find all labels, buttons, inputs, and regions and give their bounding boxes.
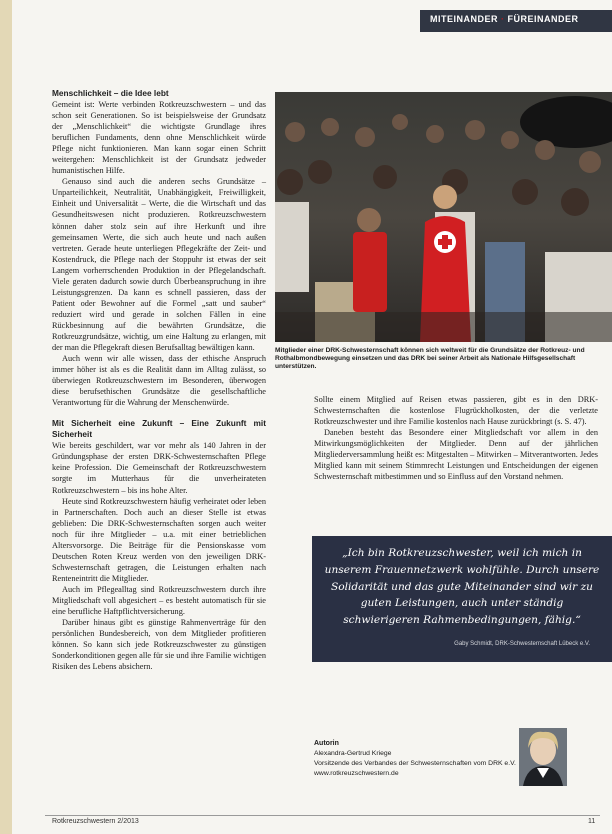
- paragraph: Auch im Pflegealltag sind Rotkreuzschwestern durch ihre Mitgliedschaft voll abgesichert – es besteht automatisch für sie eine berufliche Haftpflichtversicherung.: [52, 584, 266, 617]
- section-header-a: MITEINANDER: [430, 14, 498, 24]
- footer-rule: [45, 815, 600, 816]
- section-header-b: FÜREINANDER: [507, 14, 579, 24]
- author-website[interactable]: www.rotkreuzschwestern.de: [314, 770, 399, 777]
- section-title-humanity: Menschlichkeit – die Idee lebt: [52, 88, 169, 98]
- paragraph: Gemeint ist: Werte verbinden Rotkreuzschwestern – und das schon seit Generationen. So ist beispielsweise der Grundsatz der „Menschlichkeit“ die wichtigste Grundlage ihres beruflichen Fundaments, denn ohne Menschlichkeit würde Pflege nicht funktionieren. Man kann sogar einen Schritt weitergehen: Menschlichkeit ist der Grundsatz jedweder humanistischen Hilfe.: [52, 100, 266, 176]
- paragraph: Wie bereits geschildert, war vor mehr als 140 Jahren in der Gründungsphase der ersten DRK-Schwesternschaften Pflege keine Profession. Die Gemeinschaft der Rotkreuzschwestern sorgte im Mutterhaus für die unverheirateten Rotkreuzschwestern – bis ins hohe Alter.: [52, 441, 266, 495]
- quote-source: Gaby Schmidt, DRK-Schwesternschaft Lübeck e.V.: [454, 641, 590, 647]
- footer-publication: Rotkreuzschwestern 2/2013: [52, 818, 139, 825]
- crowd-photo: [275, 92, 612, 342]
- author-role: Vorsitzende des Verbandes der Schwesternschaften vom DRK e.V.: [314, 760, 516, 767]
- paragraph: Darüber hinaus gibt es günstige Rahmenverträge für den persönlichen Bundesbereich, von dem Mitglieder profitieren können. So kann sich jede Rotkreuzschwester zu günstigen Sonderkonditionen gegen alle für sie und ihre Familie wichtigen Risiken des Lebens absichern.: [52, 618, 266, 672]
- left-column: [52, 88, 266, 672]
- section-header: [430, 14, 579, 24]
- paragraph: Sollte einem Mitglied auf Reisen etwas passieren, gibt es in den DRK-Schwesternschaften die kostenlose Flugrückholkosten, der die verletzte Rotkreuzschwester und ihre Familie kostenlos nach Hause zurückbringt (s. S. 47).: [314, 395, 598, 427]
- photo-caption: Mitglieder einer DRK-Schwesternschaft können sich weltweit für die Grundsätze der Rotkreuz- und Rothalbmondbewegung einsetzen und das DRK bei seiner Arbeit als Nationale Hilfsgesellschaft unterstützen.: [275, 347, 585, 371]
- paragraph: Genauso sind auch die anderen sechs Grundsätze – Unparteilichkeit, Neutralität, Unabhängigkeit, Freiwilligkeit, Einheit und Universalität – Werte, die die Wirtschaft und das Gesundheitswesen nicht produzieren. Rotkreuzschwestern können daher stolz sein auf ihre Herkunft und ihre gemeinsamen Werte, die sich auch heute und nach außen vertreten. Gerade heute unterliegen Pflegekräfte der Zeit- und Kostendruck, die Pflege nach der Stoppuhr ist etwas der seit Langem vorherrschenden Produktion in der Pflegelandschaft. Viele geraten dadurch sowie durch Überbeanspruchung in ihre Leistungsgrenzen. Da kann es schnell passieren, dass der Patient oder Bewohner auf die Formel „satt und sauber“ reduziert wird und gerade in solchen Fällen in eine Rückbesinnung auf die bewährten Grundsätze, die Rotkreuzgrundsätze, wichtig, um eine Haltung zu erlangen, mit der man die Pflegekraft diesen Berufsalltag bewältigen kann.: [52, 177, 266, 353]
- author-portrait: [519, 728, 567, 786]
- author-name: Alexandra-Gertrud Kriege: [314, 750, 392, 757]
- quote-text: „Ich bin Rotkreuzschwester, weil ich mich in unserem Frauennetzwerk wohlfühle. Durch unsere Solidarität und das gute Miteinander sind wir zu guten Leistungen, auch unter ständig schwierigeren Rahmenbedingungen, fähig.“: [324, 547, 600, 627]
- section-title-future: Mit Sicherheit eine Zukunft – Eine Zukunft mit Sicherheit: [52, 418, 266, 440]
- author-label: Autorin: [314, 740, 339, 747]
- page-number: 11: [588, 818, 596, 825]
- section-header-separator: ·: [501, 14, 505, 24]
- paragraph: Heute sind Rotkreuzschwestern häufig verheiratet oder leben in Partnerschaften. Doch auch an dieser Stelle ist etwas geblieben: Die DRK-Schwesternschaften sorgen auch weiter noch für ihre Mitglieder – u.a. mit einer betrieblichen Altersvorsorge. Die Beiträge für die Pensionskasse vom Deutschen Roten Kreuz werden von den jeweiligen DRK-Schwesternschaft getragen, die Leistungen erhalten nach Renteneintritt die Mitglieder.: [52, 496, 266, 583]
- paragraph: Daneben besteht das Besondere einer Mitgliedschaft vor allem in den Mitwirkungsmöglichkeiten der Mitglieder. Denn auf der jährlichen Mitgliederversammlung heißt es: Mitgestalten – Mitwirken – Mitverantworten. Jedes Mitglied kann mit seinem Stimmrecht Leistungen und Entscheidungen der eigenen Schwesternschaft mitbestimmen und so Einfluss auf den Vorstand nehmen.: [314, 428, 598, 482]
- paragraph: Auch wenn wir alle wissen, dass der ethische Anspruch immer höher ist als es die Realität dann im Alltag zulässt, so überwiegen Rotkreuzschwestern im Besonderen, überwogen diese berufsethischen Grundsätze die gesellschaftliche Verantwortung für die Wahrung der Menschenwürde.: [52, 354, 266, 408]
- author-portrait-graphic: [519, 728, 567, 786]
- left-margin-strip: [0, 0, 12, 834]
- crowd-photo-graphic: [275, 92, 612, 342]
- right-column: [314, 394, 598, 482]
